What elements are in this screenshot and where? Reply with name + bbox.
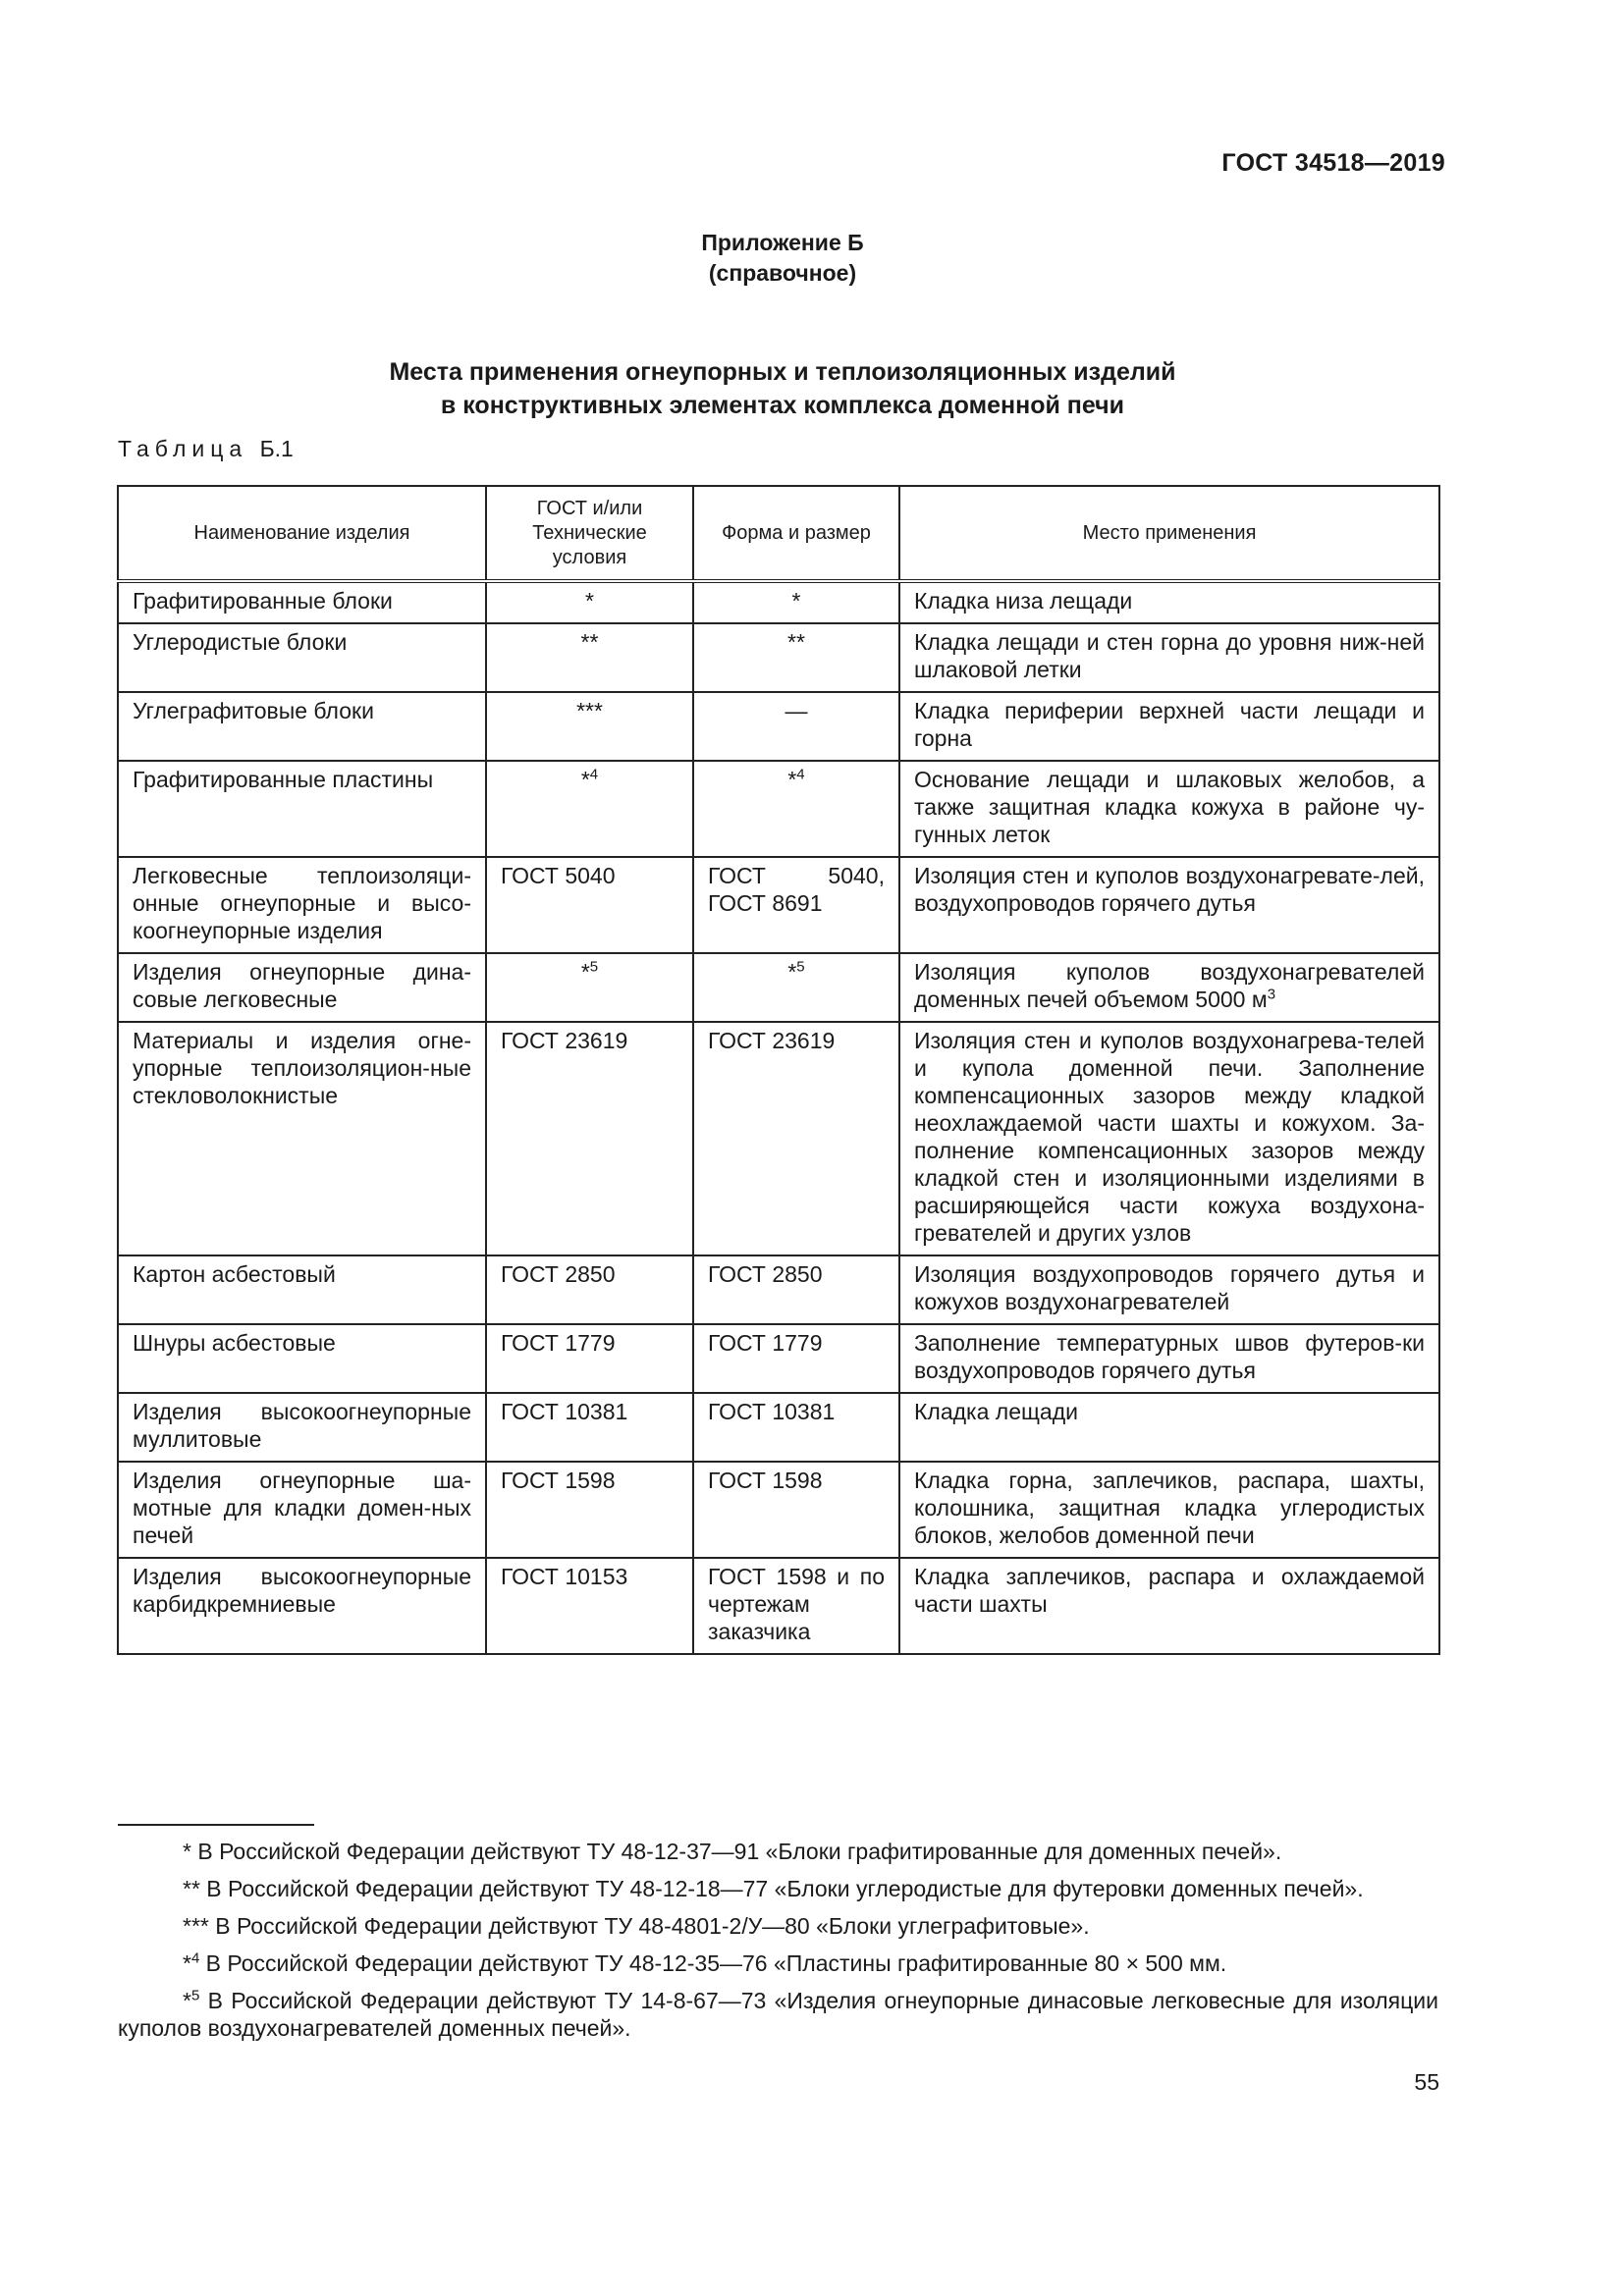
cell-standard: ГОСТ 10153 [486,1558,693,1654]
cell-shape: *$^5$ [693,953,899,1022]
cell-application: Изоляция воздухопроводов горячего дутья и кожухов воздухонагревателей [899,1255,1439,1324]
table-row [118,1462,1439,1558]
footnote: *$^5$ В Российской Федерации действуют ТУ 14-8-67—73 «Изделия огнеупорные динасовые легковесные для изоляции куполов воздухонагревателей доменных печей». [118,1987,1438,2041]
heading-line-2: в конструктивных элементах комплекса доменной печи [440,392,1125,419]
cell-product: Шнуры асбестовые [118,1324,486,1393]
cell-shape: *$^4$ [693,761,899,857]
table-label [118,436,294,462]
footnote: ** В Российской Федерации действуют ТУ 48-12-18—77 «Блоки углеродистые для футеровки доменных печей». [183,1876,1364,1901]
cell-product: Изделия огнеупорные ша-мотные для кладки домен-ных печей [118,1462,486,1558]
footnotes [118,1838,1438,2052]
cell-product: Графитированные пластины [118,761,486,857]
cell-product: Графитированные блоки [118,581,486,623]
cell-application: Основание лещади и шлаковых желобов, а также защитная кладка кожуха в районе чу-гунных леток [899,761,1439,857]
footnote-separator [118,1824,314,1826]
cell-product: Легковесные теплоизоляци-онные огнеупорные и высо-коогнеупорные изделия [118,857,486,953]
cell-standard: * [486,581,693,623]
cell-application: Кладка низа лещади [899,581,1439,623]
page-heading [0,355,1565,422]
cell-shape: — [693,692,899,761]
table-row [118,623,1439,692]
cell-standard: ГОСТ 5040 [486,857,693,953]
cell-application: Кладка лещади и стен горна до уровня ниж-ней шлаковой летки [899,623,1439,692]
column-header-shape: Форма и размер [693,486,899,581]
applications-table [117,485,1440,1655]
cell-product: Изделия высокоогнеупорные муллитовые [118,1393,486,1462]
footnote: * В Российской Федерации действуют ТУ 48-12-37—91 «Блоки графитированные для доменных печей». [183,1839,1282,1864]
cell-standard: *** [486,692,693,761]
cell-application: Кладка периферии верхней части лещади и горна [899,692,1439,761]
table-label-word: Таблица [118,436,248,461]
column-header-product: Наименование изделия [118,486,486,581]
cell-shape: ГОСТ 1598 [693,1462,899,1558]
appendix-title: Приложение Б [701,230,864,255]
table-body [118,581,1439,1654]
cell-standard: *$^4$ [486,761,693,857]
cell-standard: *$^5$ [486,953,693,1022]
cell-application: Изоляция стен и куполов воздухонагрева-телей и купола доменной печи. Заполнение компенсационных зазоров между кладкой неохлаждаемой части шахты и кожухом. За-полнение компенсационных зазоров между кладкой стен и изоляционными изделиями в расширяющейся части кожуха воздухона-гревателей и других узлов [899,1022,1439,1255]
cell-standard: ГОСТ 23619 [486,1022,693,1255]
column-header-application: Место применения [899,486,1439,581]
footnote: *** В Российской Федерации действуют ТУ 48-4801-2/У—80 «Блоки углеграфитовые». [183,1913,1090,1939]
table-row [118,1255,1439,1324]
table-header-row [118,486,1439,581]
table-row [118,761,1439,857]
cell-application: Изоляция стен и куполов воздухонагревате-лей, воздухопроводов горячего дутья [899,857,1439,953]
appendix-subtitle: (справочное) [708,260,857,286]
table-row [118,692,1439,761]
cell-product: Материалы и изделия огне-упорные теплоизоляцион-ные стекловолокнистые [118,1022,486,1255]
cell-shape: ГОСТ 5040, ГОСТ 8691 [693,857,899,953]
cell-application: Заполнение температурных швов футеров-ки воздухопроводов горячего дутья [899,1324,1439,1393]
appendix-title-block [0,228,1565,289]
cell-shape: ГОСТ 1779 [693,1324,899,1393]
cell-application: Кладка лещади [899,1393,1439,1462]
table-row [118,1558,1439,1654]
cell-standard: ГОСТ 1598 [486,1462,693,1558]
cell-product: Изделия огнеупорные дина-совые легковесные [118,953,486,1022]
cell-standard: ** [486,623,693,692]
cell-shape: ГОСТ 23619 [693,1022,899,1255]
table-row [118,1022,1439,1255]
table-row [118,1324,1439,1393]
cell-shape: ГОСТ 1598 и по чертежам заказчика [693,1558,899,1654]
cell-product: Углеграфитовые блоки [118,692,486,761]
cell-product: Углеродистые блоки [118,623,486,692]
table-row [118,1393,1439,1462]
cell-standard: ГОСТ 10381 [486,1393,693,1462]
table-label-number: Б.1 [259,436,294,461]
cell-product: Изделия высокоогнеупорные карбидкремниевые [118,1558,486,1654]
cell-application: Кладка горна, заплечиков, распара, шахты, колошника, защитная кладка углеродистых блоков, желобов доменной печи [899,1462,1439,1558]
table-row [118,581,1439,623]
cell-application: Изоляция куполов воздухонагревателей доменных печей объемом 5000 $м^3$ [899,953,1439,1022]
cell-shape: ** [693,623,899,692]
table-row [118,953,1439,1022]
heading-line-1: Места применения огнеупорных и теплоизоляционных изделий [389,358,1176,386]
cell-shape: * [693,581,899,623]
cell-shape: ГОСТ 2850 [693,1255,899,1324]
table-row [118,857,1439,953]
cell-shape: ГОСТ 10381 [693,1393,899,1462]
cell-standard: ГОСТ 1779 [486,1324,693,1393]
footnote: *$^4$ В Российской Федерации действуют ТУ 48-12-35—76 «Пластины графитированные 80 × 500 мм. [183,1949,1227,1976]
page-number: 55 [1414,2069,1439,2095]
cell-standard: ГОСТ 2850 [486,1255,693,1324]
cell-application: Кладка заплечиков, распара и охлаждаемой части шахты [899,1558,1439,1654]
document-code: ГОСТ 34518—2019 [1221,149,1445,177]
column-header-standard: ГОСТ и/или Технические условия [486,486,693,581]
cell-product: Картон асбестовый [118,1255,486,1324]
